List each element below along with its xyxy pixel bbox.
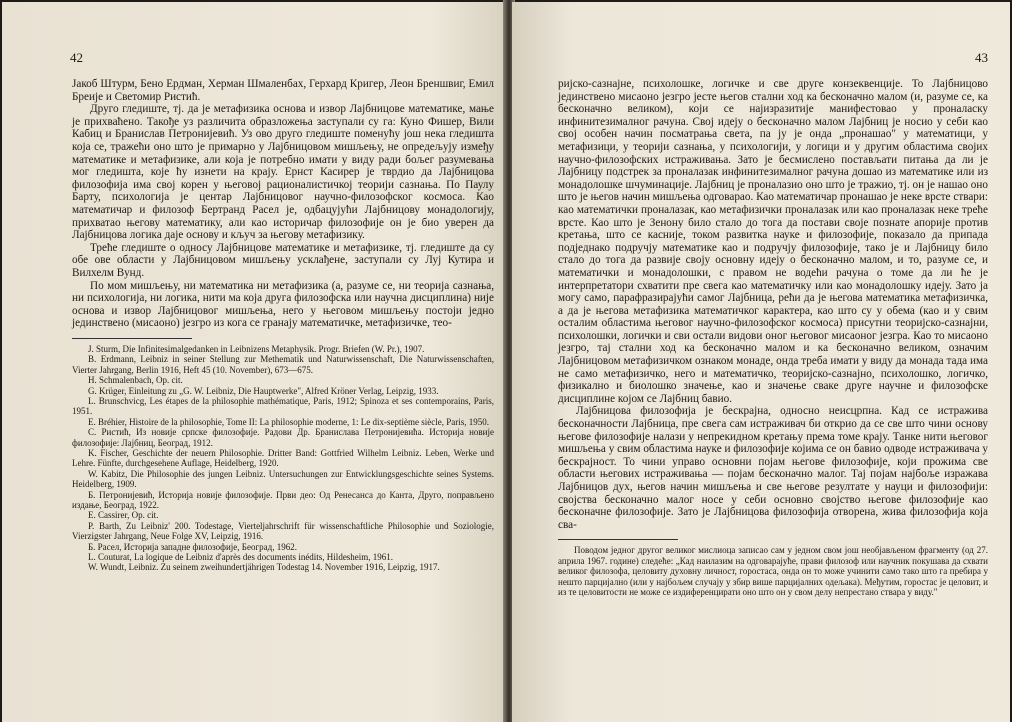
footnote: С. Ристић, Из новије српске филозофије. Радови Др. Бранислава Петронијевића. Историја новије филозофије: Лајбниц, Београд, 1912. — [72, 427, 494, 448]
body-paragraph: По мом мишљењу, ни математика ни метафизика (а, разуме се, ни теорија сазнања, ни психологија, ни логика, нити ма која друга филозофска или научна дисциплина) није основа и извор Лајбницовог мишљења, него у његовом мишљењу постоји једно јединствено (мисаоно) језгро из кога се гранају математичке, метафизичке, тео- — [72, 279, 494, 330]
right-column — [558, 78, 988, 597]
body-paragraph: Треће гледиште о односу Лајбницове математике и метафизике, тј. гледиште да су обе ове области у Лајбницовом мишљењу усклађене, заступали су Луј Кутира и Вилхелм Вунд. — [72, 241, 494, 279]
page-number: 43 — [975, 50, 988, 65]
footnote: G. Krüger, Einleitung zu „G. W. Leibniz, Die Hauptwerke", Alfred Kröner Verlag, Leipzig, 1933. — [88, 385, 439, 396]
footnote: Б. Петронијевић, Историја новије филозофије. Први део: Од Ренесанса до Канта, Друго, поправљено издање, Београд, 1922. — [72, 489, 494, 510]
footnote: P. Barth, Zu Leibniz' 200. Todestage, Vierteljahrschrift für wissenschaftliche Philosophie und Soziologie, Vierzigster Jahrgang, Neue Folge XV, Leipzig, 1916. — [72, 520, 494, 542]
left-page — [2, 2, 507, 722]
footnote: E. Bréhier, Histoire de la philosophie, Tome II: La philosophie moderne, 1: Le dix-septième siècle, Paris, 1950. — [88, 416, 489, 427]
footnote: Б. Расел, Историја западне филозофије, Београд, 1962. — [88, 541, 297, 552]
footnote: E. Cassirer, Op. cit. — [88, 510, 159, 521]
page-number: 42 — [70, 50, 83, 65]
left-column — [72, 78, 494, 573]
right-page — [512, 2, 1010, 722]
footnote: Поводом једног другог великог мислиоца записао сам у једном свом још необјављеном фрагменту (од 27. априла 1967. године) следеће: „Кад наилазим на одговарајуће, прави филозоф или научник покушава да схвати великог филозофа, целовиту духовну личност, горостаса, онда он то може учинити само тако што га пребира у нешто парцијално (или у најбољем случају у збир више парцијалних одељака). Међутим, горостас је целовит, и из те целовитости не може се издиференцирати оно што он у свом делу непрестано ствара у виду." — [558, 545, 988, 597]
footnote: W. Wundt, Leibniz. Zu seinem zweihundertjährigen Todestag 14. November 1916, Leipzig, 1917. — [88, 562, 440, 573]
footnote: K. Fischer, Geschichte der neuern Philosophie. Dritter Band: Gottfried Wilhelm Leibniz. Leben, Werke und Lehre. Fünfte, durchgesehene Auflage, Heidelberg, 1920. — [72, 447, 494, 469]
footnote-rule — [72, 338, 192, 339]
body-paragraph: Друго гледиште, тј. да је метафизика основа и извор Лајбницове математике, мање је прихваћено. Такође уз различита образложења заступали су га: Куно Фишер, Вили Кабиц и Бранислав Петронијевић. Уз ово друго гледиште поменућу још нека гледишта која се, тражећи оно што је примарно у Лајбницовом мишљењу, не опредељују између математике и метафизике, али која је потребно имати у виду ради бољег разумевања мог гледишта, које ћу изнети на крају. Ернст Касирер је тврдио да Лајбницова филозофија има свој корен у његовој рационалистичкој теорији сазнања. По Паулу Барту, психологија је центар Лајбницовог научно-филозофског космоса. Као математичар и филозоф Бертранд Расел је, одбацујући Лајбницову монадологију, прихватао његову математику, али као историчар филозофије он је био уверен да Лајбницова логика даје основу и кључ за његову метафизику. — [72, 103, 494, 242]
footnote: J. Sturm, Die Infinitesimalgedanken in Leibnizens Metaphysik. Progr. Briefen (W. Pr.), 1907. — [88, 343, 425, 354]
footnote: B. Erdmann, Leibniz in seiner Stellung zur Methematik und Naturwissenschaft, Die Naturwissenschaften, Vierter Jahrgang, Berlin 1916, Heft 45 (10. November), 673—675. — [72, 354, 494, 375]
footnote: H. Schmalenbach, Op. cit. — [88, 375, 183, 386]
body-paragraph: Јакоб Штурм, Бено Ердман, Херман Шмаленбах, Герхард Кригер, Леон Бреншвиг, Емил Бреије и Светомир Ристић. — [72, 78, 494, 103]
body-paragraph: ријско-сазнајне, психолошке, логичке и све друге конзеквенције. То Лајбницово јединствено мисаоно језгро јесте његов стални ход ка бесконачно малом (и, разуме се, ка бесконачно великом), који се најизразитије манифестовао у проналаску инфинитезималног рачуна. Свој идеју о бесконачно малом Лајбниц је носио у себи као свој особен начин посматрања света, па ју је онда „пронашао" у математици, у метафизици, у теорији сазнања, у психологији, у логици и у другим областима својих научно-филозофских истраживања. Зато је бесмислено постављати питања да ли је Лајбницу подстрек за проналазак инфинитезималног рачуна дошао из математике или из монадолошке шчуминације. Лајбниц је проналазио оно што је тражио, тј. он је нашао оно што је његов начин мишљења одговарао. Као математичар пронашао је неке врсте ствари: као математички проналазак, као метафизички проналазак или као проналазак неке треће врсте. Као што је Зенону било стало до тога да постави своје познате апорије против кретања, што се касније, током развитка науке и филозофије, показало да припада подједнако подручју математике као и подручју филозофије, тако је и Лајбницу било стало до тога да развије своју основну идеју о бесконачно малом, и то, разуме се, и математички и монадолошки, с правом не водећи рачуна о томе да ли ће је интерпретатори схватити пре свега као математичку или као монадолошку идеју. Зато ја могу само, парафразирајући самог Лајбница, рећи да је његова математика метафизичка, а да је његова метафизика математичког карактера, као што су у обема (као и у свим осталим областима његовог научно-филозофског космоса) присутни теоријско-сазнајни, психолошки, логички и сви остали видови оног његовог мисаоног језгра. Као то мисаоно језгро, тај стални ход ка бесконачно малом и ка бесконачно великом, означим Лајбницовом метафизичком ознаком монаде, онда треба имати у виду да монада тада има не само метафизичко, него и математичко, теоријско-сазнајно, психолошко, логичко, физикално и биолошко значење, као и значење сваке друге научне и филозофске дисциплине којом се Лајбниц бавио. — [558, 78, 988, 405]
footnote: W. Kabitz, Die Philosophie des jungen Leibniz. Untersuchungen zur Entwicklungsgeschichte seines Systems. Heidelberg, 1909. — [72, 468, 494, 490]
footnote: L. Brunschvicg, Les étapes de la philosophie mathématique, Paris, 1912; Spinoza et ses contemporains, Paris, 1951. — [72, 395, 494, 417]
footnotes — [72, 344, 494, 573]
footnote: L. Couturat, La logique de Leibniz d'après des documents inédits, Hildesheim, 1961. — [88, 552, 394, 562]
footnotes — [558, 545, 988, 597]
body-paragraph: Лајбницова филозофија је бескрајна, односно неисцрпна. Кад се истражива бесконачности Лајбница, пре свега сам истраживач би открио да се све што чини основу његове филозофије налази у непрекидном кретању према томе крају. Танке нити његовог мишљења у свим областима науке и филозофије којима се он бавио одводе истраживача у бескрајност. То чини управо основни појам његове филозофије, који прожима све области његових истраживања — појам бесконачно малог. Тај појам најбоље изражава Лајбницов дух, његов начин мишљења и све његове резултате у науци и филозофији: својства бесконачно малог носе у себи основно својство његове филозофије као бесконачне филозофије. Зато је Лајбницова филозофија отворена, жива филозофија која сва- — [558, 405, 988, 531]
footnote-rule — [558, 539, 678, 540]
